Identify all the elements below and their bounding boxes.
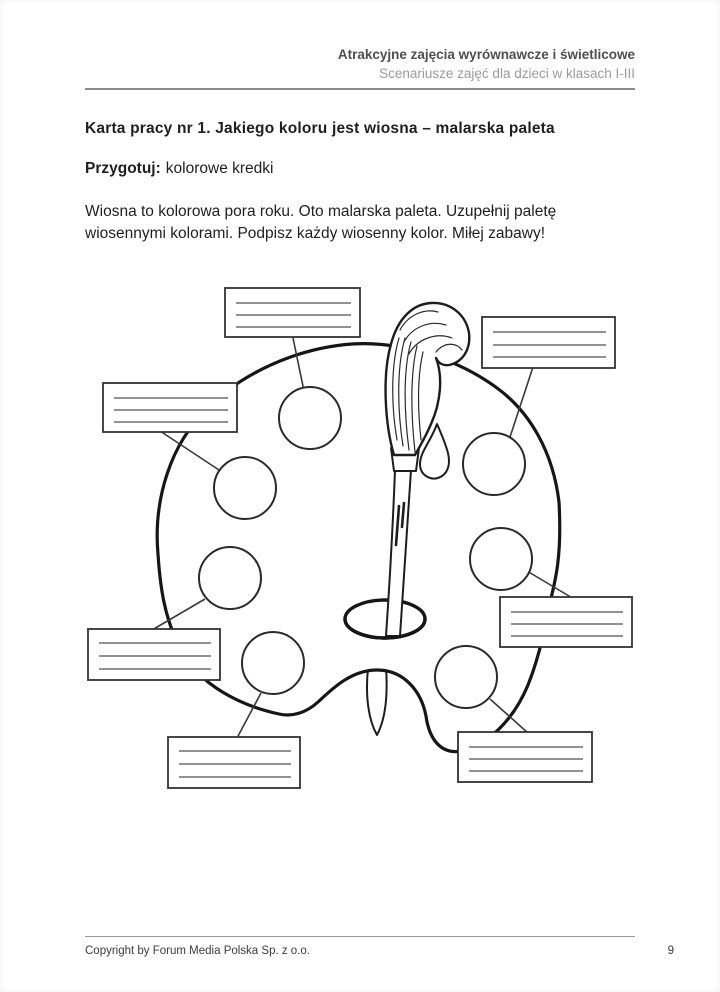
paint-spot-2 xyxy=(214,457,276,519)
answer-box-6 xyxy=(168,737,300,788)
footer-rule xyxy=(85,936,635,937)
answer-box-3 xyxy=(482,317,615,368)
prepare-items: kolorowe kredki xyxy=(165,160,274,177)
worksheet-title: Karta pracy nr 1. Jakiego koloru jest wiosna – malarska paleta xyxy=(85,120,555,137)
paint-spot-3 xyxy=(199,547,261,609)
answer-box-1 xyxy=(225,288,360,337)
page-number: 9 xyxy=(667,945,674,957)
prepare-label: Przygotuj: xyxy=(85,160,161,177)
answer-box-2 xyxy=(103,383,237,432)
answer-box-5 xyxy=(88,629,220,680)
header-series-title: Atrakcyjne zajęcia wyrównawcze i świetlicowe xyxy=(337,47,635,62)
header-subtitle: Scenariusze zajęć dla dzieci w klasach I-III xyxy=(379,66,635,81)
paint-spot-4 xyxy=(242,632,304,694)
paint-spot-5 xyxy=(463,433,525,495)
answer-box-4 xyxy=(500,597,632,647)
copyright-text: Copyright by Forum Media Polska Sp. z o.o. xyxy=(85,945,310,957)
brush-tip xyxy=(367,667,387,735)
instructions-line-2: wiosennymi kolorami. Podpisz każdy wiosenny kolor. Miłej zabawy! xyxy=(85,225,546,242)
paint-spot-1 xyxy=(279,387,341,449)
answer-box-7 xyxy=(458,732,592,782)
paint-spot-7 xyxy=(435,646,497,708)
paint-spot-6 xyxy=(470,528,532,590)
instructions-line-1: Wiosna to kolorowa pora roku. Oto malarska paleta. Uzupełnij paletę xyxy=(85,203,557,220)
